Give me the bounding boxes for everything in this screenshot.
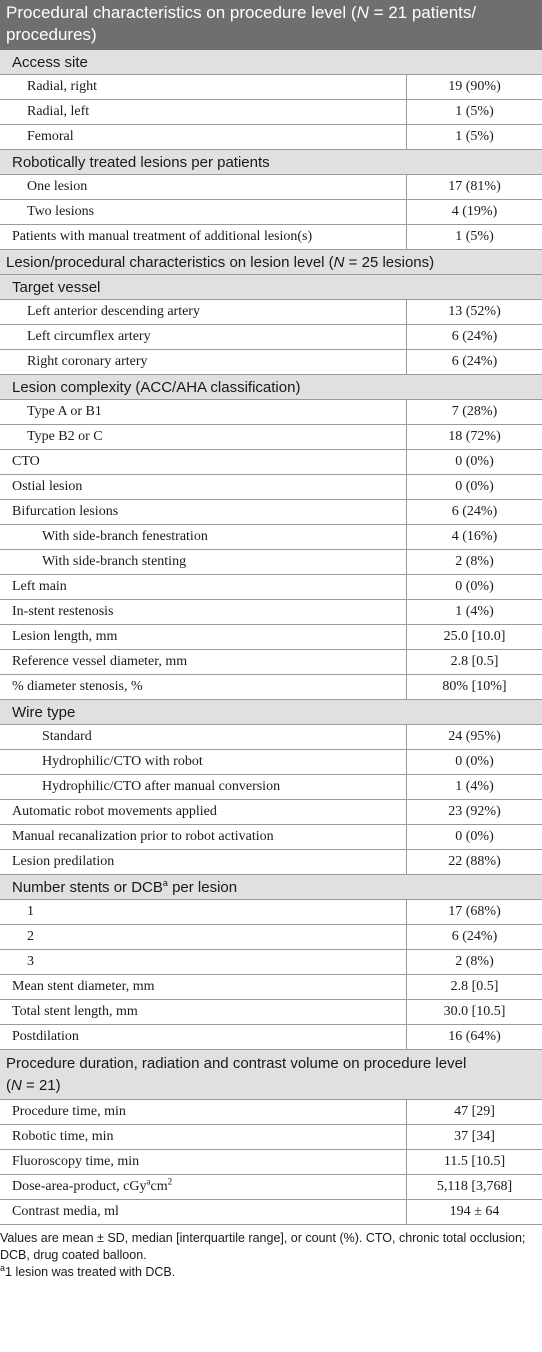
row-label: Lesion predilation bbox=[0, 850, 407, 874]
row-label: Reference vessel diameter, mm bbox=[0, 650, 407, 674]
table-row bbox=[0, 975, 542, 1000]
row-value: 17 (68%) bbox=[448, 904, 501, 919]
row-value: 13 (52%) bbox=[448, 304, 501, 319]
row-label: With side-branch fenestration bbox=[0, 525, 407, 549]
row-value: 1 (5%) bbox=[455, 129, 494, 144]
row-label: 2 bbox=[0, 925, 407, 949]
row-label: 1 bbox=[0, 900, 407, 924]
table-row bbox=[0, 675, 542, 700]
table-row bbox=[0, 1150, 542, 1175]
table-row bbox=[0, 750, 542, 775]
row-label: One lesion bbox=[0, 175, 407, 199]
row-value: 1 (4%) bbox=[455, 779, 494, 794]
section-header: Access site bbox=[0, 50, 542, 75]
row-value: 37 [34] bbox=[454, 1129, 495, 1144]
section-header: Robotically treated lesions per patients bbox=[0, 150, 542, 175]
table-row bbox=[0, 100, 542, 125]
footnote-dcb: $^a$1 lesion was treated with DCB. bbox=[0, 1262, 176, 1279]
stents-rows bbox=[0, 900, 542, 1050]
row-value: 0 (0%) bbox=[455, 454, 494, 469]
row-label: Robotic time, min bbox=[0, 1125, 407, 1149]
row-label: Femoral bbox=[0, 125, 407, 149]
row-value: 11.5 [10.5] bbox=[443, 1154, 506, 1169]
row-value: 25.0 [10.0] bbox=[443, 629, 506, 644]
table-row bbox=[0, 925, 542, 950]
row-label: Mean stent diameter, mm bbox=[0, 975, 407, 999]
row-label: Contrast media, ml bbox=[0, 1200, 407, 1224]
row-label: Standard bbox=[0, 725, 407, 749]
table-row bbox=[0, 725, 542, 750]
row-value: 7 (28%) bbox=[451, 404, 498, 419]
table-row bbox=[0, 1175, 542, 1200]
table-row bbox=[0, 525, 542, 550]
row-label: Hydrophilic/CTO with robot bbox=[0, 750, 407, 774]
procedure-level-sections bbox=[0, 50, 542, 250]
row-value: 1 (4%) bbox=[455, 604, 494, 619]
row-label: Fluoroscopy time, min bbox=[0, 1150, 407, 1174]
row-label: Type A or B1 bbox=[0, 400, 407, 424]
table-row bbox=[0, 200, 542, 225]
row-value: 6 (24%) bbox=[451, 929, 498, 944]
row-label: With side-branch stenting bbox=[0, 550, 407, 574]
row-value: 0 (0%) bbox=[455, 579, 494, 594]
table-row bbox=[0, 475, 542, 500]
table-row bbox=[0, 75, 542, 100]
row-value: 2.8 [0.5] bbox=[450, 654, 499, 669]
row-label: Procedure time, min bbox=[0, 1100, 407, 1124]
row-value: 19 (90%) bbox=[448, 79, 501, 94]
table-row bbox=[0, 500, 542, 525]
row-label: Right coronary artery bbox=[0, 350, 407, 374]
row-label: % diameter stenosis, % bbox=[0, 675, 407, 699]
table-row bbox=[0, 775, 542, 800]
table-row bbox=[0, 350, 542, 375]
table-row bbox=[0, 800, 542, 825]
row-value: 2 (8%) bbox=[455, 954, 494, 969]
table-row bbox=[0, 575, 542, 600]
table-row bbox=[0, 1125, 542, 1150]
row-value: 1 (5%) bbox=[455, 229, 494, 244]
row-label: Postdilation bbox=[0, 1025, 407, 1049]
table-row bbox=[0, 425, 542, 450]
row-value: 194 ± 64 bbox=[449, 1204, 500, 1219]
row-label: Left main bbox=[0, 575, 407, 599]
row-label: Left anterior descending artery bbox=[0, 300, 407, 324]
lesion-level-header: Lesion/procedural characteristics on lesion level (N = 25 lesions) bbox=[0, 250, 542, 275]
row-value: 4 (16%) bbox=[451, 529, 498, 544]
row-label: Automatic robot movements applied bbox=[0, 800, 407, 824]
row-value: 0 (0%) bbox=[455, 479, 494, 494]
table-row bbox=[0, 325, 542, 350]
row-value: 0 (0%) bbox=[455, 754, 494, 769]
section-procedure-duration: Procedure duration, radiation and contrast volume on procedure level (N = 21) bbox=[0, 1050, 542, 1100]
row-value: 18 (72%) bbox=[448, 429, 501, 444]
row-label: 3 bbox=[0, 950, 407, 974]
table-row bbox=[0, 850, 542, 875]
table-row bbox=[0, 550, 542, 575]
row-label: In-stent restenosis bbox=[0, 600, 407, 624]
table-row bbox=[0, 450, 542, 475]
row-value: 0 (0%) bbox=[455, 829, 494, 844]
table-row bbox=[0, 1100, 542, 1125]
table-row bbox=[0, 625, 542, 650]
row-value: 5,118 [3,768] bbox=[436, 1179, 513, 1194]
row-value: 4 (19%) bbox=[451, 204, 498, 219]
lesion-level-sections bbox=[0, 275, 542, 875]
footnote-abbreviations: Values are mean ± SD, median [interquartile range], or count (%). CTO, chronic total occlusion; DCB, drug coated balloon. bbox=[0, 1231, 526, 1262]
table-row bbox=[0, 600, 542, 625]
row-label: Total stent length, mm bbox=[0, 1000, 407, 1024]
table-row bbox=[0, 400, 542, 425]
section-header: Lesion complexity (ACC/AHA classification) bbox=[0, 375, 542, 400]
row-value: 17 (81%) bbox=[448, 179, 501, 194]
row-value: 1 (5%) bbox=[455, 104, 494, 119]
row-value: 23 (92%) bbox=[448, 804, 501, 819]
table-row bbox=[0, 175, 542, 200]
row-value: 30.0 [10.5] bbox=[443, 1004, 506, 1019]
row-value: 6 (24%) bbox=[451, 354, 498, 369]
row-label: Type B2 or C bbox=[0, 425, 407, 449]
row-value: 6 (24%) bbox=[451, 329, 498, 344]
table-row bbox=[0, 1025, 542, 1050]
row-value: 2 (8%) bbox=[455, 554, 494, 569]
table-row bbox=[0, 650, 542, 675]
table-row bbox=[0, 300, 542, 325]
row-value: 47 [29] bbox=[454, 1104, 495, 1119]
table-row bbox=[0, 225, 542, 250]
table-row bbox=[0, 950, 542, 975]
row-value: 24 (95%) bbox=[448, 729, 501, 744]
row-label-dose-area-product: Dose-area-product, $cGy^acm^2$ bbox=[0, 1175, 407, 1199]
table-title: Procedural characteristics on procedure level (N = 21 patients/ procedures) bbox=[0, 0, 542, 50]
row-value: 22 (88%) bbox=[448, 854, 501, 869]
section-header: Wire type bbox=[0, 700, 542, 725]
row-label: Patients with manual treatment of additional lesion(s) bbox=[0, 225, 407, 249]
row-value: 16 (64%) bbox=[448, 1029, 501, 1044]
row-label: Hydrophilic/CTO after manual conversion bbox=[0, 775, 407, 799]
table-row bbox=[0, 1000, 542, 1025]
row-label: Manual recanalization prior to robot activation bbox=[0, 825, 407, 849]
table-row bbox=[0, 825, 542, 850]
row-label: CTO bbox=[0, 450, 407, 474]
row-label: Lesion length, mm bbox=[0, 625, 407, 649]
row-label: Radial, left bbox=[0, 100, 407, 124]
table-row bbox=[0, 1200, 542, 1225]
table-row bbox=[0, 900, 542, 925]
section-header: Target vessel bbox=[0, 275, 542, 300]
row-label: Ostial lesion bbox=[0, 475, 407, 499]
duration-rows bbox=[0, 1100, 542, 1175]
row-value: 2.8 [0.5] bbox=[450, 979, 499, 994]
row-label: Radial, right bbox=[0, 75, 407, 99]
row-label: Bifurcation lesions bbox=[0, 500, 407, 524]
row-label: Left circumflex artery bbox=[0, 325, 407, 349]
table-footnote bbox=[0, 1225, 542, 1281]
section-number-stents: Number stents or DCB$^a$ per lesion bbox=[0, 875, 542, 900]
row-value: 80% [10%] bbox=[442, 679, 507, 694]
row-label: Two lesions bbox=[0, 200, 407, 224]
table-row bbox=[0, 125, 542, 150]
row-value: 6 (24%) bbox=[451, 504, 498, 519]
